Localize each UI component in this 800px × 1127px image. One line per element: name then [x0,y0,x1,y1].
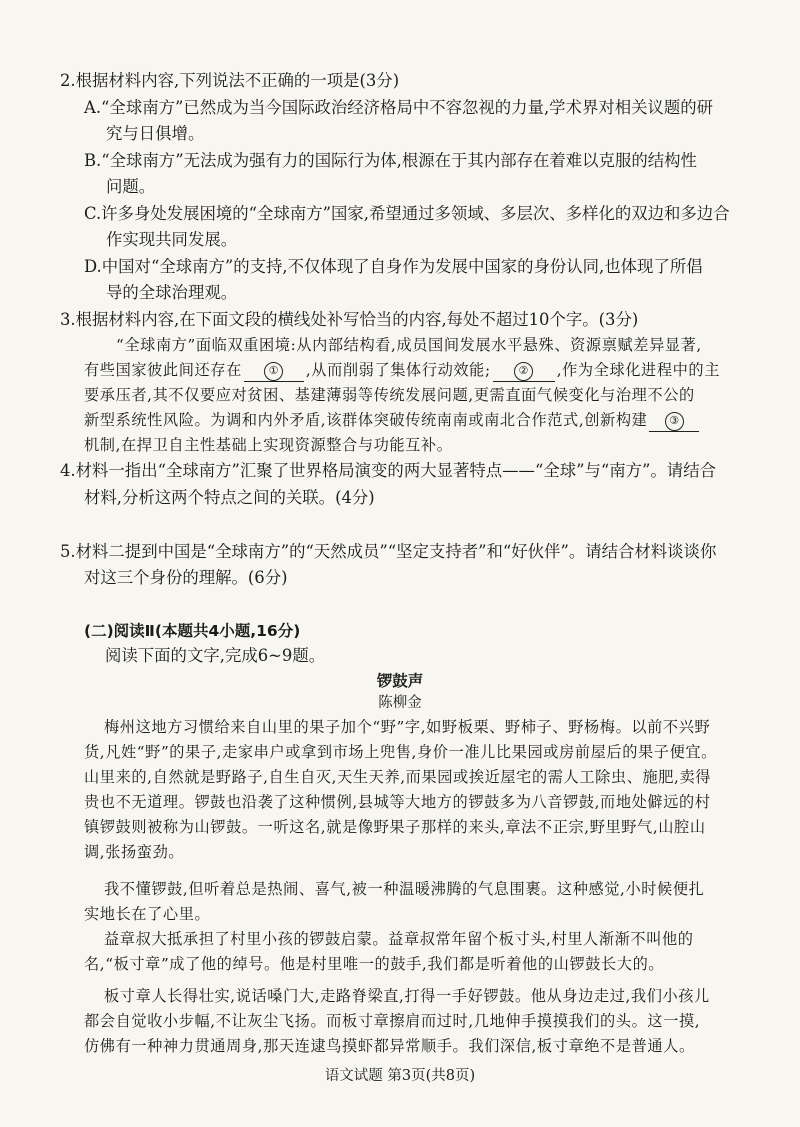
article-line: 板寸章人长得壮实,说话嗓门大,走路脊梁直,打得一手好锣鼓。他从身边走过,我们小孩儿 [104,987,710,1005]
q3-text: 有些国家彼此间还存在 [84,361,242,379]
section-heading: (二)阅读Ⅱ(本题共4小题,16分) [84,622,301,640]
blank-number: ③ [665,412,684,431]
q2-option-a: A.“全球南方”已然成为当今国际政治经济格局中不容忽视的力量,学术界对相关议题的研 [84,98,714,117]
article-line: 货,凡姓“野”的果子,走家串户或拿到市场上兜售,身价一准儿比果园或房前屋后的果子便宜。 [84,743,717,761]
article-line: 仿佛有一种神力贯通周身,那天连逮鸟摸虾都异常顺手。我们深信,板寸章绝不是普通人。 [84,1037,695,1055]
q3-passage-line: 要承压者,其不仅要应对贫困、基建薄弱等传统发展问题,更需直面气候变化与治理不公的 [84,386,695,404]
article-line: 名,“板寸章”成了他的绰号。他是村里唯一的鼓手,我们都是听着他的山锣鼓长大的。 [84,955,665,973]
q3-passage-line: “全球南方”面临双重困境:从内部结构看,成员国间发展水平悬殊、资源禀赋差异显著, [116,336,702,354]
q5-stem-cont: 对这三个身份的理解。(6分) [84,568,288,587]
article-line: 益章叔大抵承担了村里小孩的锣鼓启蒙。益章叔常年留个板寸头,村里人渐渐不叫他的 [104,930,694,948]
article-line: 都会自觉收小步幅,不让灰尘飞扬。而板寸章擦肩而过时,几地伸手摸摸我们的头。这一摸, [84,1012,701,1030]
q3-stem: 3.根据材料内容,在下面文段的横线处补写恰当的内容,每处不超过10个字。(3分) [60,310,639,329]
article-line: 实地长在了心里。 [84,905,211,923]
article-line: 梅州这地方习惯给来自山里的果子加个“野”字,如野板栗、野柿子、野杨梅。以前不兴野 [104,718,711,736]
q4-stem-cont: 材料,分析这两个特点之间的关联。(4分) [84,488,375,507]
q3-passage-line: 机制,在捍卫自主性基础上实现资源整合与功能互补。 [84,436,453,454]
article-line: 调,张扬蛮劲。 [84,843,185,861]
q3-blank-1 [244,359,304,382]
article-title: 锣鼓声 [376,672,424,690]
q3-passage-line [84,359,720,382]
blank-number: ① [264,362,283,381]
article-line: 山里来的,自然就是野路子,自生自灭,天生天养,而果园或挨近屋宅的需人工除虫、施肥,卖得 [84,768,712,786]
blank-number: ② [514,362,533,381]
q2-option-d-cont: 导的全球治理观。 [106,283,238,302]
q3-text: 新型系统性风险。为调和内外矛盾,该群体突破传统南南或南北合作范式,创新构建 [84,411,648,429]
q2-option-c-cont: 作实现共同发展。 [106,230,238,249]
q3-text: ,从而削弱了集体行动效能; [305,361,491,379]
article-author: 陈柳金 [378,695,422,711]
page-footer: 语文试题 第3页(共8页) [324,1068,476,1084]
article-line: 镇锣鼓则被称为山锣鼓。一听这名,就是像野果子那样的来头,章法不正宗,野里野气,山腔山 [84,818,706,836]
q2-option-b-cont: 问题。 [106,177,156,196]
q3-blank-3 [649,409,699,432]
article-line: 我不懂锣鼓,但听着总是热闹、喜气,被一种温暖沸腾的气息围裹。这种感觉,小时候便扎 [104,880,705,898]
q3-passage-line [84,409,701,432]
q4-stem: 4.材料一指出“全球南方”汇聚了世界格局演变的两大显著特点——“全球”与“南方”。请结合 [60,461,716,480]
q3-blank-2 [493,359,555,382]
q2-option-b: B.“全球南方”无法成为强有力的国际行为体,根源在于其内部存在着难以克服的结构性 [84,151,697,170]
q2-stem: 2.根据材料内容,下列说法不正确的一项是(3分) [60,71,400,90]
q2-option-d: D.中国对“全球南方”的支持,不仅体现了自身作为发展中国家的身份认同,也体现了所倡 [84,257,703,276]
q3-text: ,作为全球化进程中的主 [556,361,720,379]
q5-stem: 5.材料二提到中国是“全球南方”的“天然成员”“坚定支持者”和“好伙伴”。请结合材料谈谈你 [60,542,717,561]
q2-option-c: C.许多身处发展困境的“全球南方”国家,希望通过多领域、多层次、多样化的双边和多边合 [84,204,730,223]
q2-option-a-cont: 究与日俱增。 [106,124,205,143]
article-line: 贵也不无道理。锣鼓也沿袭了这种惯例,县城等大地方的锣鼓多为八音锣鼓,而地处僻远的村 [84,793,711,811]
section-instruction: 阅读下面的文字,完成6~9题。 [105,646,326,665]
